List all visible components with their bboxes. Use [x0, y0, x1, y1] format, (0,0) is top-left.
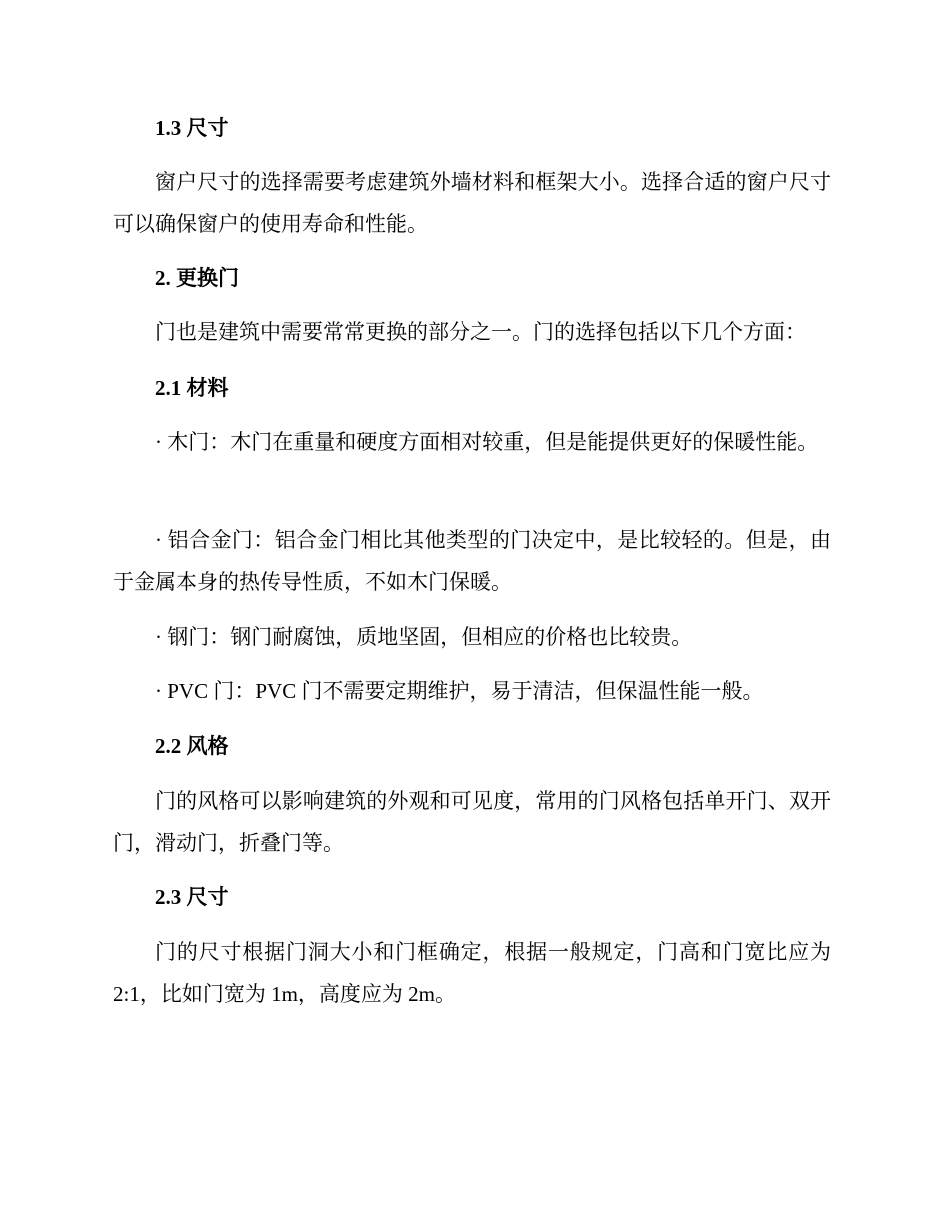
list-item-pvc-door: · PVC 门：PVC 门不需要定期维护，易于清洁，但保温性能一般。	[155, 679, 764, 703]
section-heading-2-1: 2.1 材料	[155, 376, 229, 400]
list-item-steel-door: · 钢门：钢门耐腐蚀，质地坚固，但相应的价格也比较贵。	[155, 625, 693, 649]
paragraph-door-intro: 门也是建筑中需要常常更换的部分之一。门的选择包括以下几个方面：	[155, 320, 806, 344]
paragraph-window-size: 窗户尺寸的选择需要考虑建筑外墙材料和框架大小。选择合适的窗户尺寸可以确保窗户的使用寿命和性能。	[113, 170, 831, 236]
paragraph-door-size: 门的尺寸根据门洞大小和门框确定，根据一般规定，门高和门宽比应为 2:1，比如门宽为 1m，高度应为 2m。	[113, 940, 831, 1006]
section-heading-1-3: 1.3 尺寸	[155, 116, 229, 140]
section-heading-2-2: 2.2 风格	[155, 734, 229, 758]
section-heading-2-3: 2.3 尺寸	[155, 885, 229, 909]
list-item-aluminum-door: · 铝合金门：铝合金门相比其他类型的门决定中，是比较轻的。但是，由于金属本身的热传导性质，不如木门保暖。	[113, 528, 831, 594]
paragraph-door-style: 门的风格可以影响建筑的外观和可见度，常用的门风格包括单开门、双开门，滑动门，折叠门等。	[113, 789, 831, 855]
list-item-wood-door: · 木门：木门在重量和硬度方面相对较重，但是能提供更好的保暖性能。	[155, 430, 819, 454]
section-heading-2: 2. 更换门	[155, 266, 239, 290]
